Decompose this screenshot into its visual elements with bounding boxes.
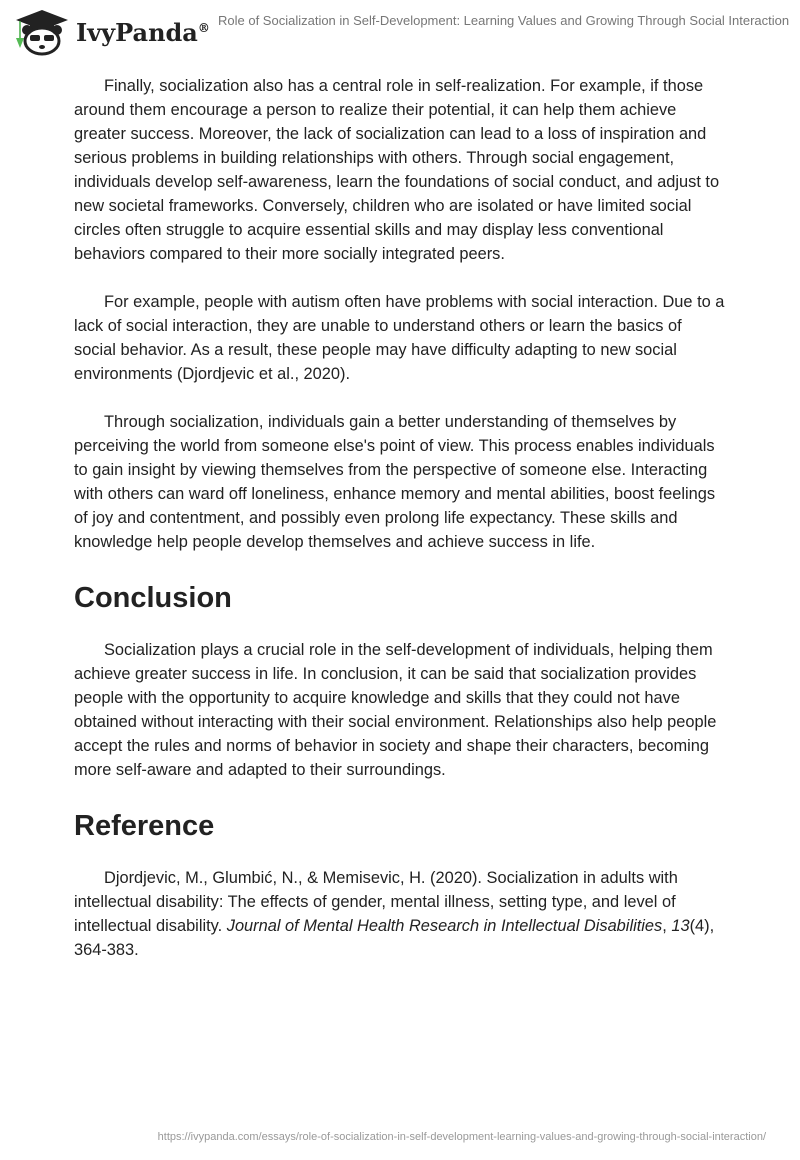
conclusion-paragraph: Socialization plays a crucial role in the self-development of individuals, helping them achieve greater success in life. In conclusion, it can be said that socialization provides people with the opportunity to acquire knowledge and skills that they could not have obtained without interacting with their social environment. Relationships also help people accept the rules and norms of behavior in society and shape their characters, becoming more self-aware and adapted to their surroundings. (74, 641, 717, 779)
body-paragraph: Finally, socialization also has a central role in self-realization. For example, if those around them encourage a person to realize their potential, it can help them achieve greater success. Moreover, the lack of socialization can lead to a loss of inspiration and serious problems in building relationships with others. Through social engagement, individuals develop self-awareness, learn the foundations of social conduct, and adjust to new societal frameworks. Conversely, children who are isolated or have limited social circles often struggle to acquire essential skills and may display less conventional behaviors compared to their more socially integrated peers. (74, 77, 720, 263)
document-title: Role of Socialization in Self-Development: Learning Values and Growing Through Social Interaction (218, 13, 790, 28)
conclusion-heading: Conclusion (74, 582, 232, 614)
reference-entry: Djordjevic, M., Glumbić, N., & Memisevic, H. (2020). Socialization in adults with intellectual disability: The effects of gender, mental illness, setting type, and level of intellectual disability. Journal of Mental Health Research in Intellectual Disabilities, 13(4), 364-383. (74, 869, 715, 959)
reference-heading: Reference (74, 810, 215, 842)
body-paragraph: Through socialization, individuals gain a better understanding of themselves by perceiving the world from someone else's point of view. This process enables individuals to gain insight by viewing themselves from the perspective of someone else. Interacting with others can ward off loneliness, enhance memory and mental abilities, boost feelings of joy and contentment, and possibly even prolong life expectancy. These skills and knowledge help people develop themselves and achieve success in life. (74, 413, 716, 551)
body-paragraph: For example, people with autism often have problems with social interaction. Due to a lack of social interaction, they are unable to understand others or learn the basics of social behavior. As a result, these people may have difficulty adapting to new social environments (Djordjevic et al., 2020). (74, 293, 725, 383)
essay-body (74, 74, 728, 986)
panda-graduate-icon (14, 8, 70, 56)
brand-name: IvyPanda® (76, 17, 210, 47)
ivypanda-logo[interactable] (14, 8, 210, 56)
page-url[interactable]: https://ivypanda.com/essays/role-of-socialization-in-self-development-learning-values-and-growing-through-social-interaction/ (157, 1131, 766, 1143)
page-header (0, 0, 800, 60)
